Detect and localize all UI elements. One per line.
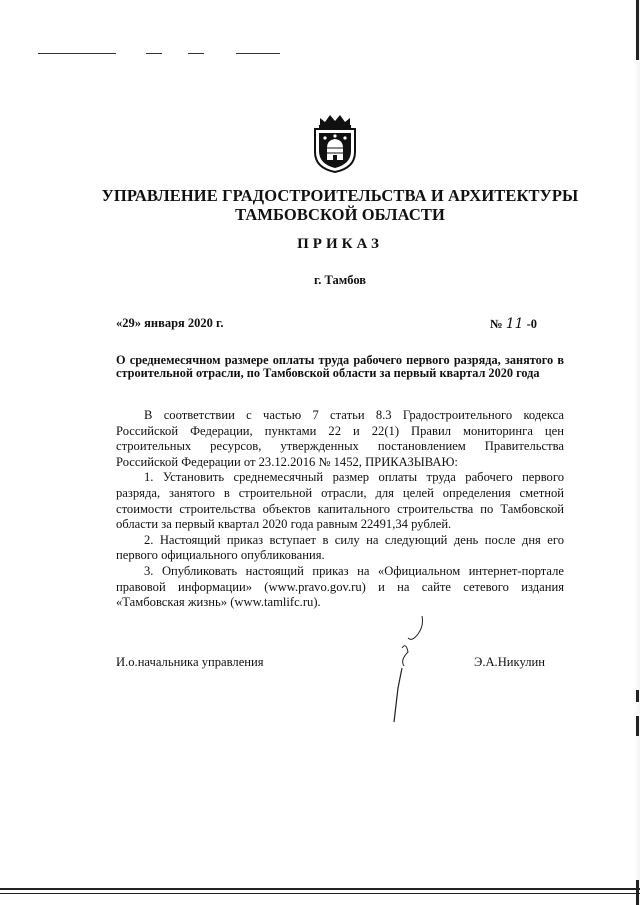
document-subject: О среднемесячном размере оплаты труда рабочего первого разряда, занятого в строительной отрасли, по Тамбовской области за первый квартал 2020 года <box>116 353 564 380</box>
agency-line-2: ТАМБОВСКОЙ ОБЛАСТИ <box>235 205 445 224</box>
document-date: «29» января 2020 г. <box>116 316 224 330</box>
top-dash-line <box>236 53 280 54</box>
document-city: г. Тамбов <box>313 273 367 287</box>
document-type-title: ПРИКАЗ <box>297 236 383 252</box>
body-intro: В соответствии с частью 7 статьи 8.3 Градостроительного кодекса Российской Федерации, пунктами 22 и 22(1) Правил мониторинга цен строительных ресурсов, утвержденных постановлением Правительства Российской Федерации от 23.12.2016 № 1452, ПРИКАЗЫВАЮ: <box>116 408 564 469</box>
agency-line-1: УПРАВЛЕНИЕ ГРАДОСТРОИТЕЛЬСТВА И АРХИТЕКТУРЫ <box>101 186 579 205</box>
scan-edge-mark <box>636 690 639 702</box>
handwritten-signature <box>378 612 438 732</box>
scan-edge <box>634 0 640 905</box>
bottom-scan-line <box>0 893 640 894</box>
body-item-2: 2. Настоящий приказ вступает в силу на следующий день после дня его первого официального опубликования. <box>116 532 564 563</box>
number-handwritten: 11 <box>505 316 524 332</box>
top-dash-line <box>38 53 116 54</box>
number-prefix: № <box>490 317 503 331</box>
scan-edge-mark <box>636 716 639 736</box>
signer-name: Э.А.Никулин <box>474 655 545 669</box>
agency-name <box>100 186 580 224</box>
top-dash-line <box>146 53 162 54</box>
body-item-3: 3. Опубликовать настоящий приказ на «Официальном интернет-портале правовой информации» (www.pravo.gov.ru) и на сайте сетевого издания «Тамбовская жизнь» (www.tamlifc.ru). <box>116 563 564 610</box>
scan-edge-mark <box>636 0 639 60</box>
top-dash-line <box>188 53 204 54</box>
bottom-scan-line <box>0 888 640 890</box>
number-suffix: -0 <box>526 317 538 331</box>
signer-role: И.о.начальника управления <box>116 655 264 669</box>
document-body <box>116 408 564 611</box>
body-item-1: 1. Установить среднемесячный размер оплаты труда рабочего первого разряда, занятого в строительной отрасли, для целей определения сметной стоимости строительства объектов капитального строительства по Тамбовской области за первый квартал 2020 года равным 22491,34 рублей. <box>116 470 564 532</box>
coat-of-arms-emblem <box>310 112 360 174</box>
document-number <box>490 316 537 332</box>
